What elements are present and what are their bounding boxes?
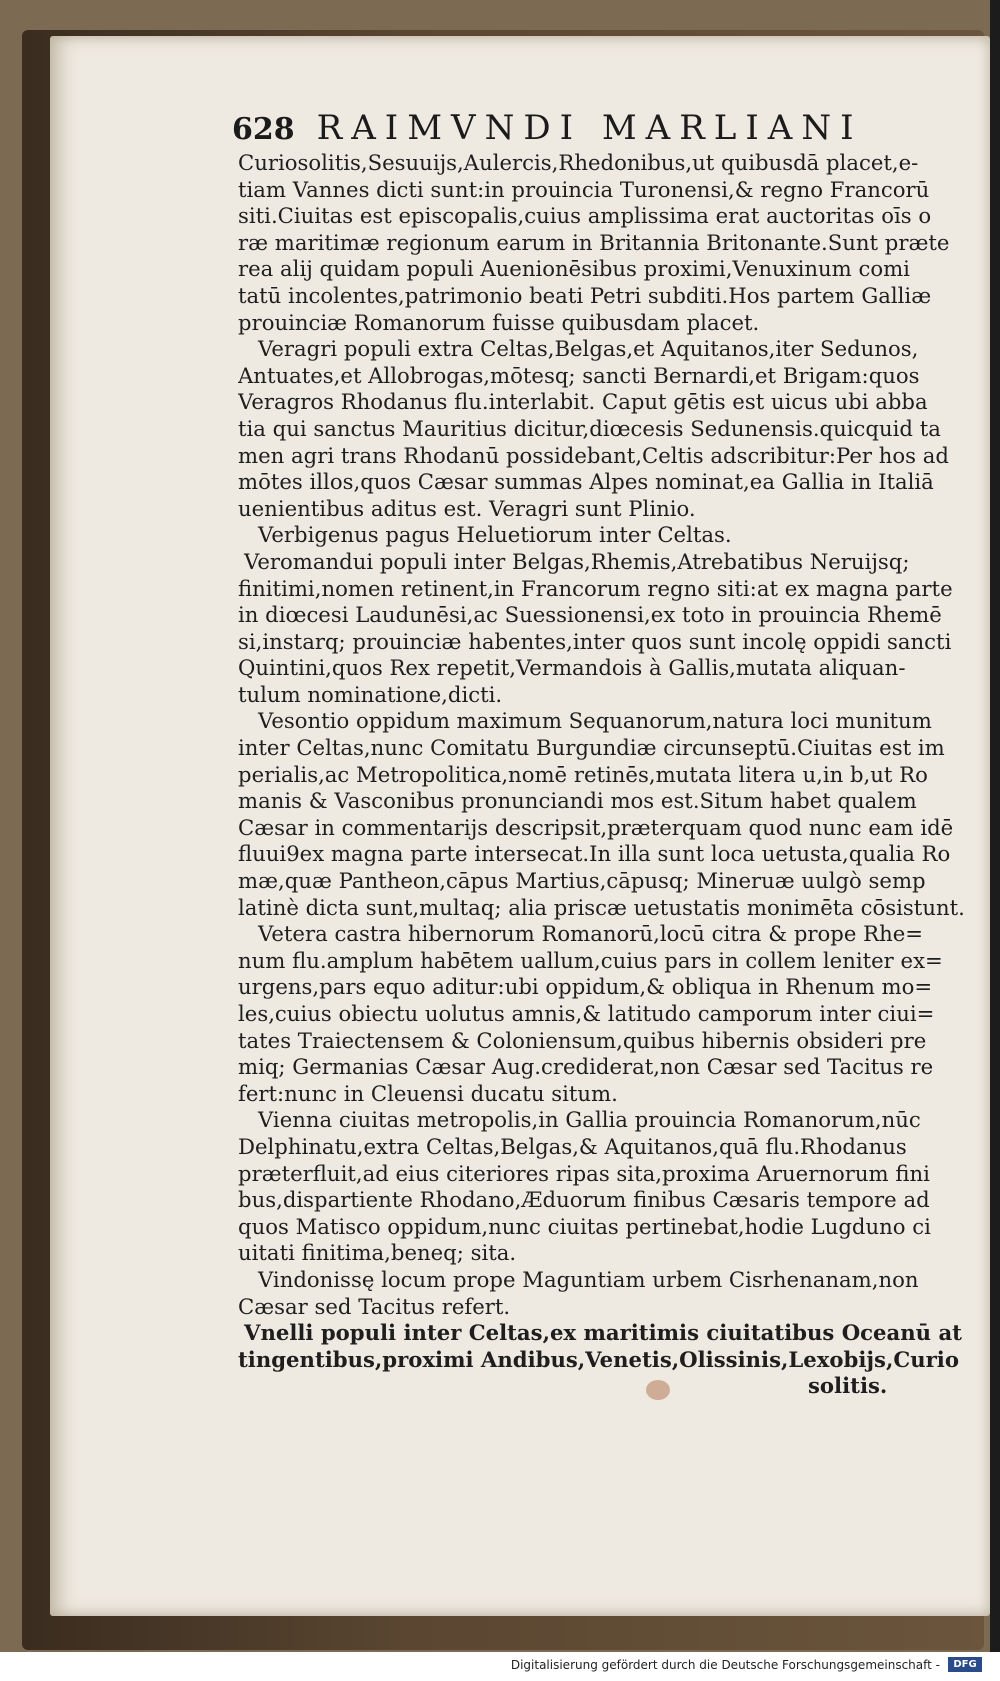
text-line: perialis,ac Metropolitica,nomē retinēs,mutata litera u,in b,ut Ro <box>238 761 928 787</box>
text-line: quos Matisco oppidum,nunc ciuitas pertinebat,hodie Lugduno ci <box>238 1213 931 1239</box>
text-line: Veragri populi extra Celtas,Belgas,et Aquitanos,iter Sedunos, <box>258 336 919 362</box>
text-line: mōtes illos,quos Cæsar summas Alpes nominat,ea Gallia in Italiā <box>238 469 934 495</box>
text-line: Vindonissę locum prope Maguntiam urbem Cisrhenanam,non <box>258 1266 919 1292</box>
text-line: Vesontio oppidum maximum Sequanorum,natura loci munitum <box>258 708 932 734</box>
text-line: tingentibus,proximi Andibus,Venetis,Olissinis,Lexobijs,Curio <box>238 1346 959 1372</box>
text-line: si,instarq; prouinciæ habentes,inter quos sunt incolę oppidi sancti <box>238 628 952 654</box>
text-line: Quintini,quos Rex repetit,Vermandois à Gallis,mutata aliquan- <box>238 655 906 681</box>
text-line: men agri trans Rhodanū possidebant,Celtis adscribitur:Per hos ad <box>238 442 949 468</box>
text-line: fert:nunc in Cleuensi ducatu situm. <box>238 1080 618 1106</box>
text-line: urgens,pars equo aditur:ubi oppidum,& obliqua in Rhenum mo= <box>238 974 933 1000</box>
text-line: tia qui sanctus Mauritius dicitur,diœcesis Sedunensis.quicquid ta <box>238 415 941 441</box>
text-line: fluui9ex magna parte intersecat.In illa sunt loca uetusta,qualia Ro <box>238 841 951 867</box>
text-line: Verbigenus pagus Heluetiorum inter Celtas. <box>258 522 732 548</box>
body-text <box>238 150 978 1400</box>
text-line: les,cuius obiectu uolutus amnis,& latitudo camporum inter ciui= <box>238 1001 935 1026</box>
running-head: RAIMVNDI MARLIANI <box>316 108 863 148</box>
footer-credit: Digitalisierung gefördert durch die Deutsche Forschungsgemeinschaft - <box>510 1658 940 1672</box>
text-line: ræ maritimæ regionum earum in Britannia Britonante.Sunt præte <box>238 229 950 255</box>
text-line: rea alij quidam populi Auenionēsibus proximi,Venuxinum comi <box>238 256 910 282</box>
text-line: Curiosolitis,Sesuuijs,Aulercis,Rhedonibus,ut quibusdā placet,e- <box>238 150 919 175</box>
text-line: in diœcesi Laudunēsi,ac Suessionensi,ex toto in prouincia Rhemē <box>238 602 942 628</box>
text-line: solitis. <box>808 1373 888 1399</box>
text-line: Vetera castra hibernorum Romanorū,locū citra & prope Rhe= <box>258 921 924 947</box>
text-line: manis & Vasconibus pronunciandi mos est.Situm habet qualem <box>238 788 917 814</box>
text-line: tulum nominatione,dicti. <box>238 681 503 707</box>
text-line: miq; Germanias Cæsar Aug.crediderat,non Cæsar sed Tacitus re <box>238 1054 934 1080</box>
text-line: mæ,quæ Pantheon,cāpus Martius,cāpusq; Mineruæ uulgò semp <box>238 868 926 894</box>
text-line: tates Traiectensem & Coloniensum,quibus hibernis obsideri pre <box>238 1027 927 1053</box>
page-number: 628 <box>232 112 295 147</box>
page-header <box>232 108 912 152</box>
text-line: siti.Ciuitas est episcopalis,cuius amplissima erat auctoritas oīs o <box>238 203 932 229</box>
text-line: finitimi,nomen retinent,in Francorum regno siti:at ex magna parte <box>238 575 953 601</box>
dfg-logo: DFG <box>948 1657 982 1672</box>
text-line: præterfluit,ad eius citeriores ripas sita,proxima Aruernorum fini <box>238 1160 930 1186</box>
text-line: tiam Vannes dicti sunt:in prouincia Turonensi,& regno Francorū <box>238 176 930 202</box>
scan-border <box>990 0 1000 1652</box>
text-line: Delphinatu,extra Celtas,Belgas,& Aquitanos,quā flu.Rhodanus <box>238 1133 907 1159</box>
text-line: Antuates,et Allobrogas,mōtesq; sancti Bernardi,et Brigam:quos <box>238 362 920 388</box>
text-line: num flu.amplum habētem uallum,cuius pars in collem leniter ex= <box>238 947 943 973</box>
text-line: uenientibus aditus est. Veragri sunt Plinio. <box>238 495 696 521</box>
text-line: bus,dispartiente Rhodano,Æduorum finibus Cæsaris tempore ad <box>238 1187 930 1213</box>
text-line: Veromandui populi inter Belgas,Rhemis,Atrebatibus Neruijsq; <box>244 548 910 574</box>
text-line: tatū incolentes,patrimonio beati Petri subditi.Hos partem Galliæ <box>238 282 932 308</box>
text-line: Cæsar in commentarijs descripsit,præterquam quod nunc eam idē <box>238 814 954 840</box>
text-line: prouinciæ Romanorum fuisse quibusdam placet. <box>238 309 760 335</box>
footer <box>0 1652 1000 1681</box>
paper-stain <box>646 1380 670 1400</box>
text-line: Cæsar sed Tacitus refert. <box>238 1293 511 1319</box>
text-line: uitati finitima,beneq; sita. <box>238 1240 517 1266</box>
text-line: inter Celtas,nunc Comitatu Burgundiæ circunseptū.Ciuitas est im <box>238 735 945 761</box>
text-line: Veragros Rhodanus flu.interlabit. Caput gētis est uicus ubi abba <box>238 389 928 415</box>
text-line: latinè dicta sunt,multaq; alia priscæ uetustatis monimēta cōsistunt. <box>238 894 965 920</box>
text-line: Vienna ciuitas metropolis,in Gallia prouincia Romanorum,nūc <box>258 1107 921 1133</box>
text-line: Vnelli populi inter Celtas,ex maritimis ciuitatibus Oceanū at <box>244 1320 962 1346</box>
